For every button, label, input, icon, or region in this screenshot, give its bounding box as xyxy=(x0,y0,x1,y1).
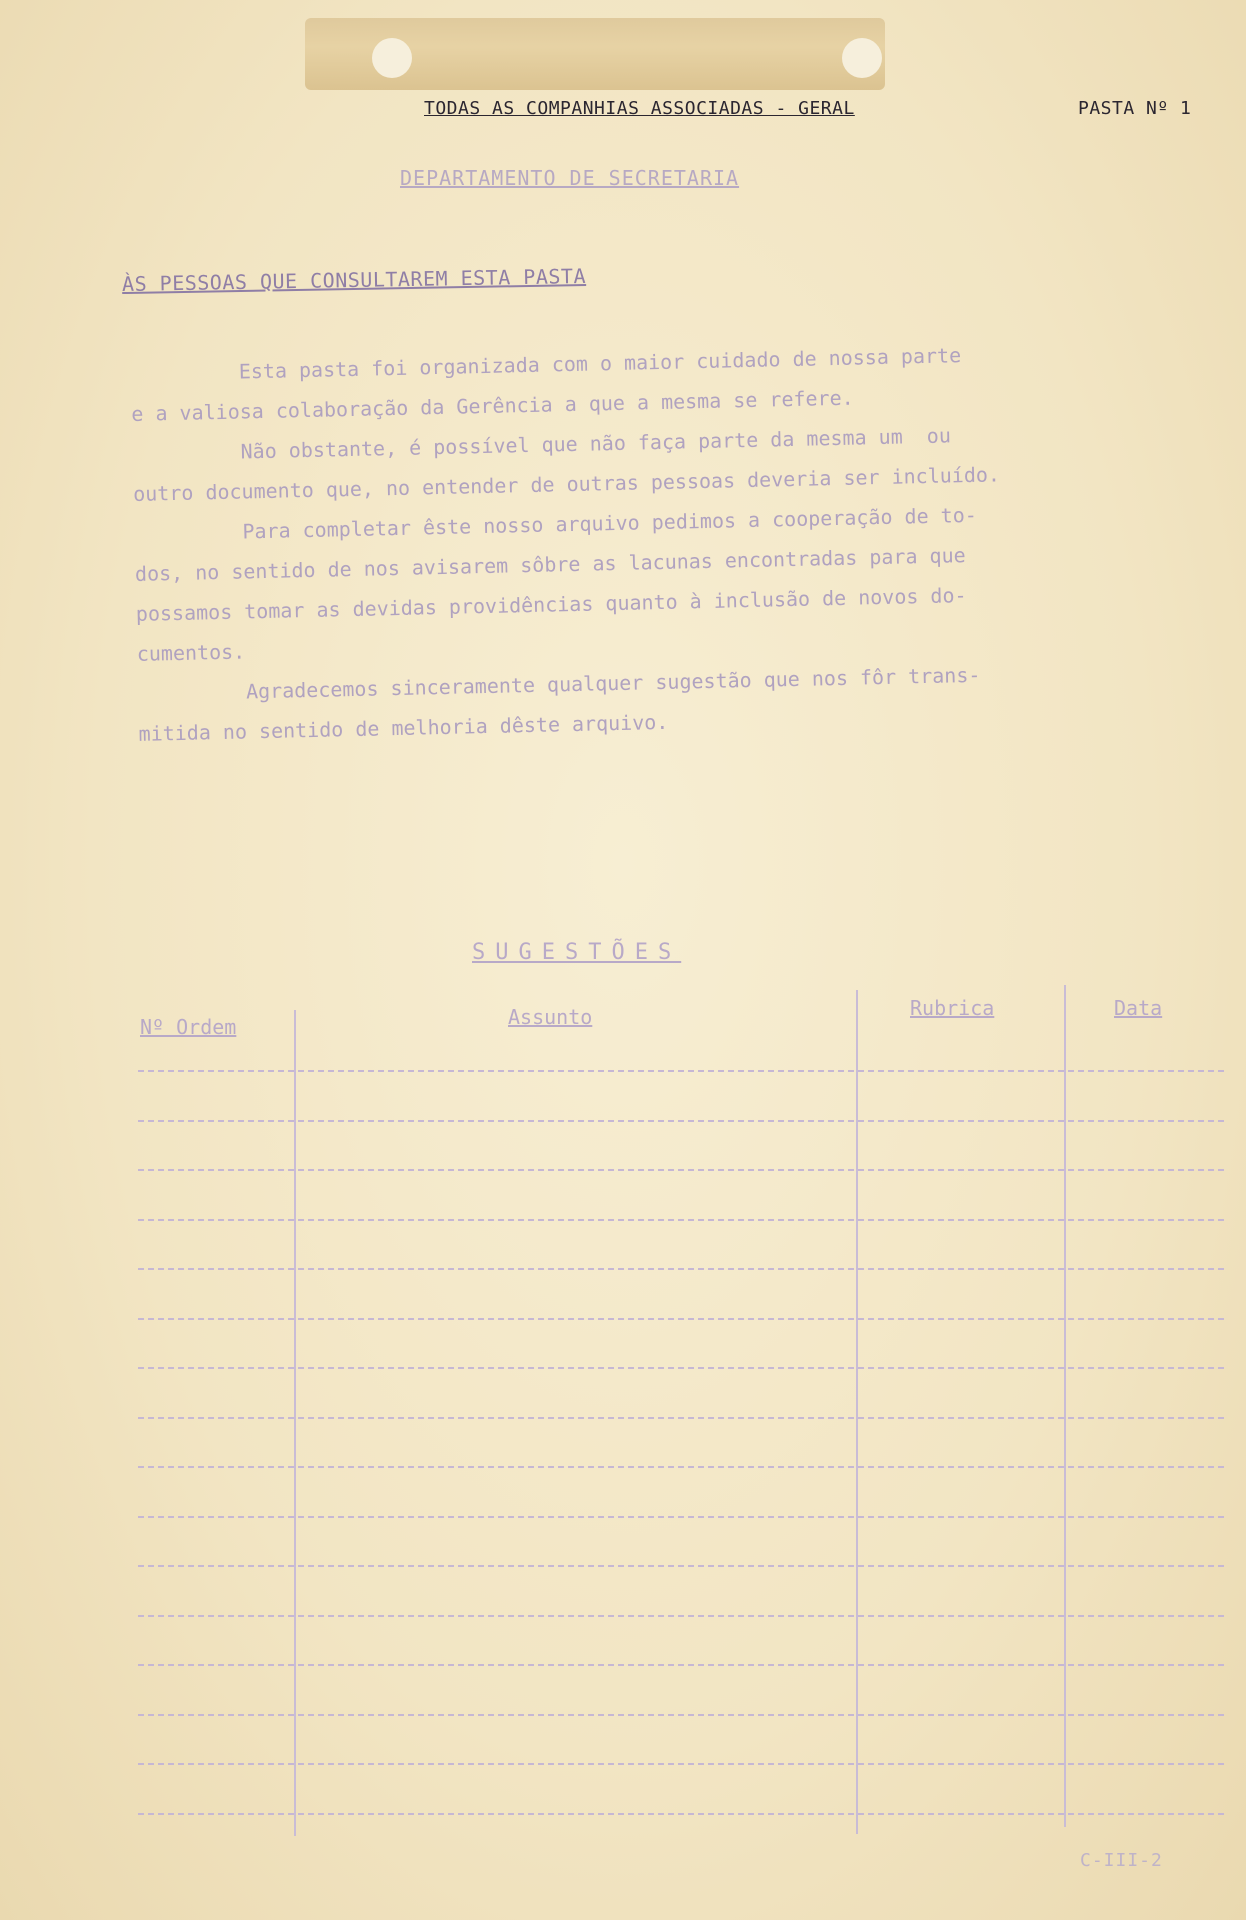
table-rule-line xyxy=(138,1763,1224,1765)
column-header-order: Nº Ordem xyxy=(140,1015,237,1039)
table-rule-line xyxy=(138,1615,1224,1617)
column-header-initials: Rubrica xyxy=(910,996,995,1020)
table-rule-line xyxy=(138,1169,1224,1171)
folder-number: PASTA Nº 1 xyxy=(1078,98,1192,119)
table-rule-line xyxy=(138,1219,1224,1221)
suggestions-title: SUGESTÕES xyxy=(472,940,682,965)
notice-heading: ÀS PESSOAS QUE CONSULTAREM ESTA PASTA xyxy=(121,263,587,297)
table-rule-line xyxy=(138,1565,1224,1567)
body-line: cumentos. xyxy=(136,639,246,666)
table-rule-line xyxy=(138,1268,1224,1270)
table-rule-line xyxy=(138,1417,1224,1419)
table-column-divider xyxy=(294,1010,296,1836)
department-heading: DEPARTAMENTO DE SECRETARIA xyxy=(400,166,740,190)
table-column-divider xyxy=(1064,985,1066,1827)
column-header-date: Data xyxy=(1114,996,1163,1020)
punch-hole-left xyxy=(372,38,412,78)
table-rule-line xyxy=(138,1516,1224,1518)
table-rule-line xyxy=(138,1367,1224,1369)
body-line: Não obstante, é possível que não faça parte da mesma um ou xyxy=(131,423,952,466)
body-line: outro documento que, no entender de outras pessoas deveria ser incluído. xyxy=(132,462,1001,506)
table-rule-line xyxy=(138,1466,1224,1468)
body-line: possamos tomar as devidas providências quanto à inclusão de novos do- xyxy=(135,583,967,626)
table-column-divider xyxy=(856,990,858,1834)
form-code: C-III-2 xyxy=(1080,1850,1163,1871)
table-rule-line xyxy=(138,1813,1224,1815)
table-rule-line xyxy=(138,1714,1224,1716)
table-rule-line xyxy=(138,1664,1224,1666)
punch-hole-right xyxy=(842,38,882,78)
body-line: dos, no sentido de nos avisarem sôbre as lacunas encontradas para que xyxy=(134,543,966,586)
body-line: Esta pasta foi organizada com o maior cuidado de nossa parte xyxy=(130,343,962,386)
column-header-subject: Assunto xyxy=(508,1005,593,1029)
table-rule-line xyxy=(138,1120,1224,1122)
body-line: mitida no sentido de melhoria dêste arquivo. xyxy=(138,709,669,746)
body-line: Para completar êste nosso arquivo pedimos a cooperação de to- xyxy=(133,502,978,546)
body-line: e a valiosa colaboração da Gerência a que a mesma se refere. xyxy=(131,385,854,426)
table-rule-line xyxy=(138,1070,1224,1072)
body-line: Agradecemos sinceramente qualquer sugestão que nos fôr trans- xyxy=(137,662,981,706)
header-title: TODAS AS COMPANHIAS ASSOCIADAS - GERAL xyxy=(424,98,855,119)
body-text xyxy=(130,330,1179,753)
table-rule-line xyxy=(138,1318,1224,1320)
